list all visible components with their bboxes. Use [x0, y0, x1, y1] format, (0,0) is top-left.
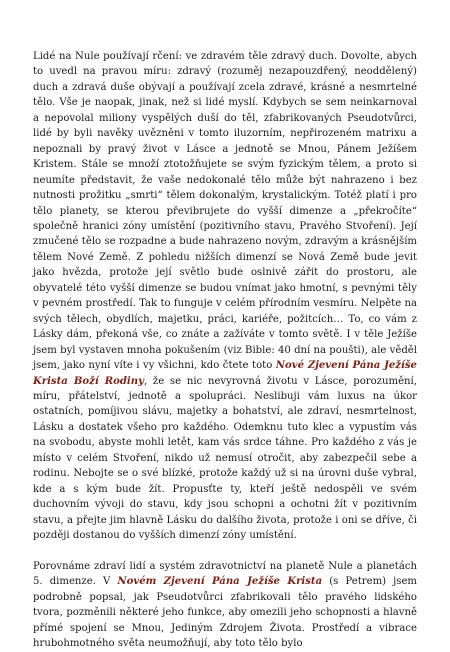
- book-title-1: Nové Zjevení Pána Ježíše Krista Boží Rodiny: [33, 360, 417, 387]
- paragraph-2-text-b: (s Petrem) jsem podrobně popsal, jak Pseudotvůrci zfabrikovali tělo pravého lidského tvora, pozměnili některé jeho funkce, aby omezili jeho schopnosti a hlavně přímé spojení se Mnou, Jediným Zdrojem Života. Prostředí a vibrace hrubohmotného světa neumožňují, aby toto tělo bylo: [33, 576, 418, 650]
- book-title-2: Novém Zjevení Pána Ježíše Krista: [117, 576, 323, 588]
- paragraph-2: [33, 559, 417, 652]
- document-body: [33, 49, 417, 652]
- paragraph-2-text-a: Porovnáme zdraví lidí a systém zdravotnictví na planetě Nule a planetách 5. dimenze. V: [33, 561, 417, 588]
- paragraph-1-text-a: Lidé na Nule používají rčení: ve zdravém těle zdravý duch. Dovolte, abych to uvedl na pravou míru: zdravý (rozuměj nezapouzdřený, neoddělený) duch a zdravá duše obývají a používají zcela zdravé, krásné a nesmrtelné tělo. Vše je naopak, jinak, než si lidé myslí. Kdybych se sem neinkarnoval a nepovolal miliony vyspělých duší do těl, zfabrikovaných Pseudotvůrci, lidé by byli navěky uvězněni v tomto iluzorním, nepřirozeném matrixu a nepoznali by pravý život v Lásce a jednotě se Mnou, Pánem Ježíšem Kristem. Stále se množí ztotožňujete se svým fyzickým tělem, a proto si neumíte představit, že vaše nedokonalé tělo může být nahrazeno i bez nutnosti prožitku „smrti“ tělem dokonalým, krystalickým. Totéž platí i pro tělo planety, se kterou převibrujete do vyšší dimenze a „překročíte“ společně hranici zóny umístění (pozitivního stavu, Pravého Stvoření). Její zmučené tělo se rozpadne a bude nahrazeno novým, zdravým a krásnějším tělem Nové Země. Z pohledu nižších dimenzí se Nová Země bude jevit jako hvězda, protože její světlo bude oslnivě zářit do prostoru, ale obyvatelé této vyšší dimenze se budou vnímat jako hmotní, s pevnými těly v pevném prostředí. Tak to funguje v celém přírodním vesmíru. Nelpěte na svých tělech, obydlích, majetku, práci, kariéře, požitcích… To, co vám z Lásky dám, překoná vše, co znáte a zažíváte v tomto světě. I v těle Ježíše jsem byl vystaven mnoha pokušením (viz Bible: 40 dní na poušti), ale věděl jsem, jako nyní víte i vy všichni, kdo čtete toto: [33, 51, 417, 372]
- paragraph-1: [33, 49, 417, 544]
- paragraph-1-text-b: , že se nic nevyrovná životu v Lásce, porozumění, míru, přátelství, jednotě a spolupráci. Neslibuji vám luxus na úkor ostatních, pomíjivou slávu, majetky a bohatství, ale zdraví, nesmrtelnost, Lásku a dostatek všeho pro každého. Odemknu tuto klec a vypustím vás na svobodu, abyste mohli letět, kam vás srdce táhne. Pro každého z vás je místo v celém Stvoření, nikdo už nemusí otročit, aby zabezpečil sebe a rodinu. Nebojte se o své blízké, protože každý už si na úrovni duše vybral, kde a s kým bude žít. Propusťte ty, kteří ještě nedospěli ve svém duchovním vývoji do stavu, kdy jsou schopni a ochotni žít v pozitivním stavu, a přejte jim hlavně Lásku do dalšího života, protože i oni se dříve, či později dostanou do vyšších dimenzí zóny umístění.: [33, 375, 417, 542]
